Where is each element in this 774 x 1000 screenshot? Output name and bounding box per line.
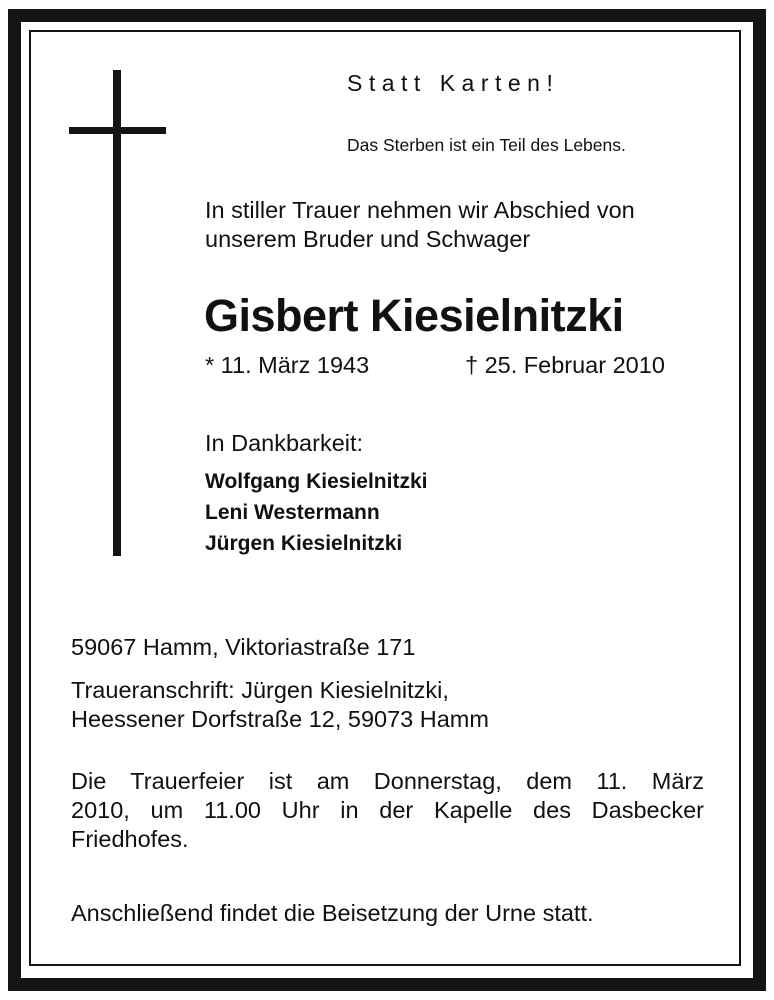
gratitude-label: In Dankbarkeit: [205,430,364,456]
funeral-line-2: 2010, um 11.00 Uhr in der Kapelle des Dasbecker [71,797,704,823]
funeral-line-1: Die Trauerfeier ist am Donnerstag, dem 11. März [71,768,704,794]
funeral-notice [71,767,704,854]
mourning-contact-address [71,676,489,734]
deceased-name: Gisbert Kiesielnitzki [204,290,624,341]
birth-date: * 11. März 1943 [205,352,370,378]
mourner-name: Jürgen Kiesielnitzki [205,532,403,555]
contact-line-2: Heessener Dorfstraße 12, 59073 Hamm [71,706,489,732]
mourner-name: Wolfgang Kiesielnitzki [205,470,428,493]
intro-line-2: unserem Bruder und Schwager [205,226,531,252]
intro-line-1: In stiller Trauer nehmen wir Abschied von [205,197,635,223]
burial-notice: Anschließend findet die Beisetzung der Urne statt. [71,900,594,926]
residence-address: 59067 Hamm, Viktoriastraße 171 [71,634,416,660]
contact-line-1: Traueranschrift: Jürgen Kiesielnitzki, [71,677,449,703]
cross-vertical-bar [113,70,121,556]
funeral-line-3: Friedhofes. [71,826,189,852]
motto-text: Das Sterben ist ein Teil des Lebens. [347,135,626,155]
mourner-name: Leni Westermann [205,501,380,524]
intro-text [205,196,635,254]
mourner-list [205,466,427,559]
statt-karten-heading: Statt Karten! [347,70,560,96]
death-date: † 25. Februar 2010 [465,352,665,378]
cross-horizontal-bar [69,127,166,134]
